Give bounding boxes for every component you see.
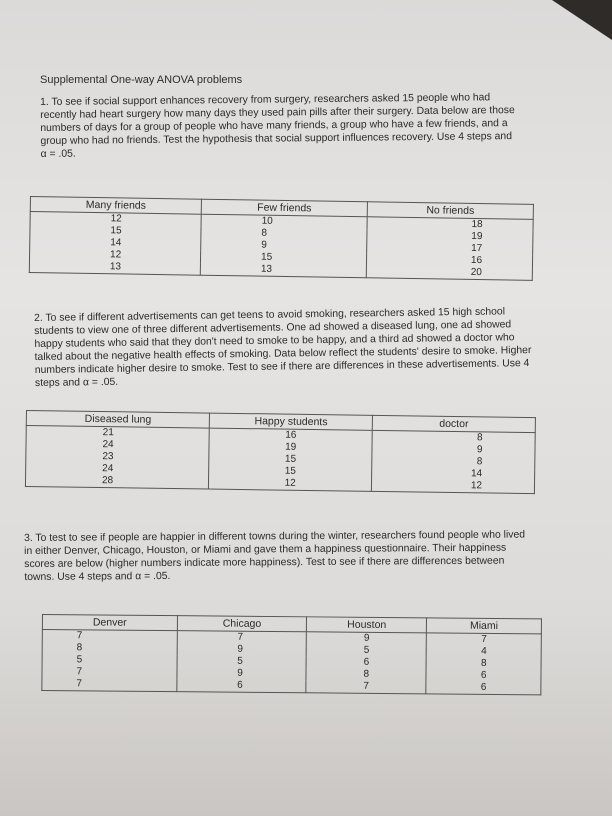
table-cell: 7 [177,631,307,645]
table-header: Few friends [201,199,367,217]
table-cell: 6 [177,679,307,693]
table-cell: 24 [26,438,209,453]
table-cell: 14 [372,467,535,481]
table-cell: 8 [306,668,426,681]
problem-3-table [41,614,542,695]
table-cell: 15 [200,251,366,266]
table-header: Houston [307,617,427,633]
problem-2-table [25,410,536,494]
table-cell: 13 [29,260,200,275]
table-header: Diseased lung [26,411,209,429]
table-cell: 8 [201,227,367,242]
table-cell: 19 [209,441,372,455]
table-cell: 10 [201,214,367,229]
table-cell: 6 [426,669,541,682]
table-cell: 6 [306,656,426,669]
table-cell: 15 [209,453,372,467]
table-cell: 9 [177,643,307,656]
table-cell: 15 [209,465,372,479]
table-cell: 20 [366,265,532,280]
table-cell: 12 [372,479,535,494]
table-cell: 7 [42,666,177,679]
problem-1-table [29,196,534,281]
table-cell: 21 [26,426,209,441]
table-cell: 4 [426,645,541,658]
table-cell: 6 [426,681,541,695]
table-cell: 12 [30,212,201,227]
table-cell: 5 [42,654,177,667]
table-cell: 17 [367,241,533,256]
table-header: Happy students [210,413,373,430]
table-cell: 28 [25,474,208,489]
table-cell: 8 [372,430,535,445]
table-cell: 13 [200,263,366,278]
table-cell: 5 [177,655,307,668]
table-cell: 14 [30,236,201,251]
table-cell: 24 [26,462,209,477]
table-header: No friends [367,202,533,220]
table-cell: 7 [42,630,177,644]
table-cell: 12 [209,477,372,492]
table-header: Chicago [177,616,307,632]
document-title: Supplemental One-way ANOVA problems [40,74,243,86]
table-cell: 19 [367,229,533,244]
table-cell: 16 [366,253,532,268]
table-cell: 9 [307,632,427,646]
table-cell: 16 [209,428,372,443]
table-cell: 7 [426,633,541,647]
table-cell: 8 [372,455,535,469]
table-header: Denver [42,615,177,631]
table-cell: 5 [307,644,427,657]
table-cell: 23 [26,450,209,465]
problem-1-text: 1. To see if social support enhances recovery from surgery, researchers asked 15 people who had recently had heart surgery how many days they used pain pills after their surgery. Data below are those numbers of days for a group of people who have many friends, a group who have a few friends, and a group who had no friends. Test the hypothesis that social support influences recovery. Use 4 steps and α = .05. [40,92,515,160]
table-cell: 18 [367,217,533,232]
table-cell: 8 [426,657,541,670]
table-cell: 8 [42,642,177,655]
table-cell: 7 [42,678,177,692]
table-cell: 9 [201,239,367,254]
table-cell: 12 [29,248,200,263]
problem-3-text: 3. To test to see if people are happier in different towns during the winter, researchers found people who lived in either Denver, Chicago, Houston, or Miami and gave them a happiness questionnaire. Their happiness scores are below (higher numbers indicate more happiness). Test to see if there are differences between towns. Use 4 steps and α = .05. [24,529,526,583]
table-cell: 15 [30,224,201,239]
table-header: Many friends [30,197,201,215]
table-cell: 9 [372,443,535,457]
table-header: Miami [427,618,542,634]
problem-2-text: 2. To see if different advertisements can get teens to avoid smoking, researchers asked 15 high school students to view one of three different advertisements. One ad showed a diseased lung, one ad showed happy students who said that they don't need to smoke to be happy, and a third ad showed a doctor who talked about the negative health effects of smoking. Data below reflect the students' desire to smoke. Higher numbers indicate higher desire to smoke. Test to see if there are differences in these advertisements. Use 4 steps and α = .05. [34,306,532,389]
table-header: doctor [372,415,535,432]
table-cell: 7 [306,680,426,694]
table-cell: 9 [177,667,307,680]
